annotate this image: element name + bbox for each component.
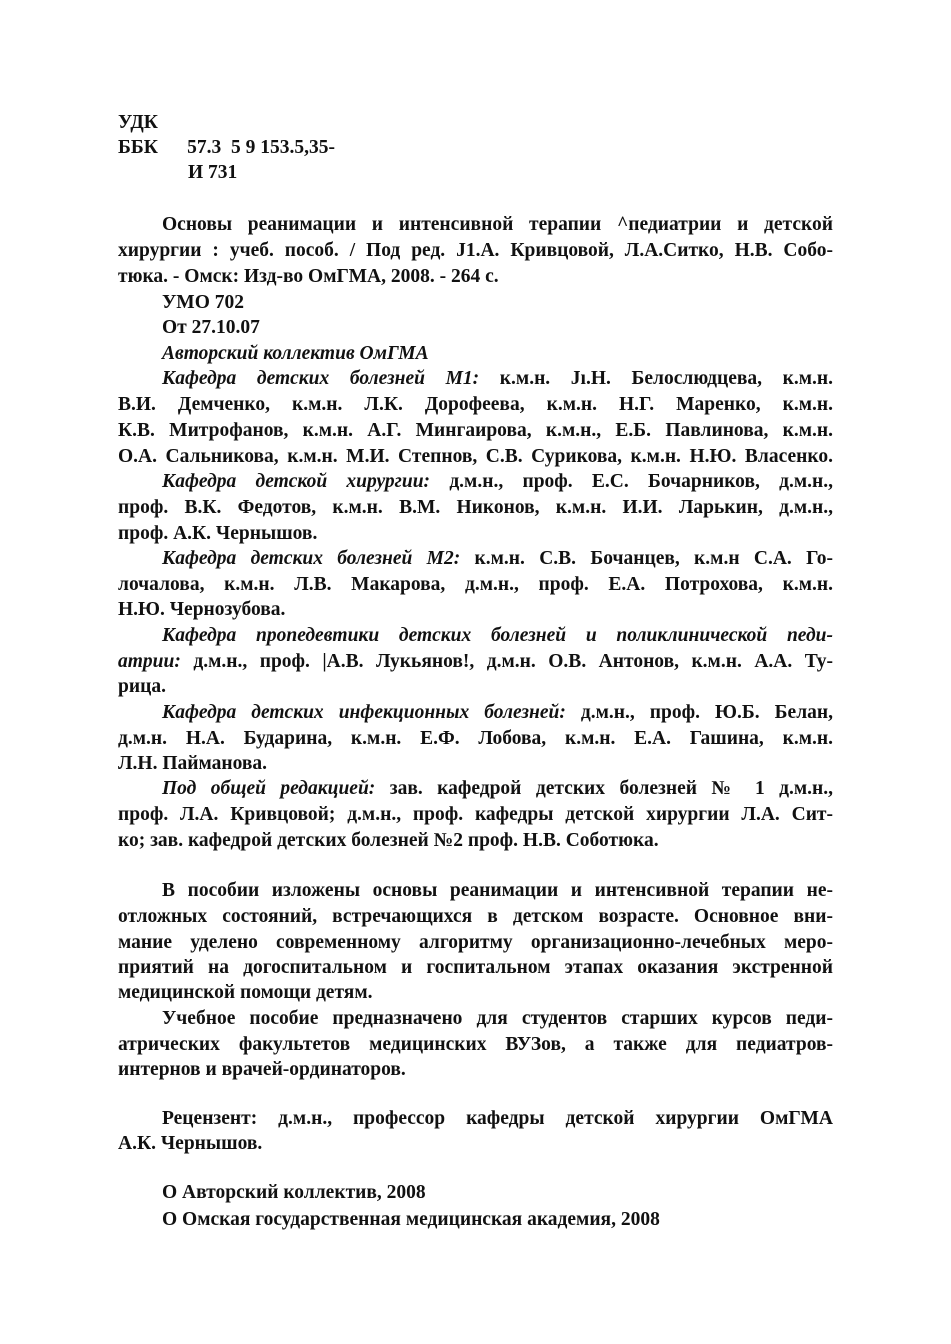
dept5-line: Л.Н. Пайманова. [118,753,268,774]
dept4-name-end: атрии: [118,651,181,672]
dept1-line: В.И. Демченко, к.м.н. Л.К. Дорофеева, к.м.н. Н.Г. Маренко, к.м.н. [118,394,833,415]
copyright-authors: О Авторский коллектив, 2008 [162,1182,426,1203]
abstract-line: атрических факультетов медицинских ВУЗов, а также для педиатров- [118,1034,833,1055]
udk-label: УДК [118,112,158,133]
dept3-line: Кафедра детских болезней М2: к.м.н. С.В. Бочанцев, к.м.н С.А. Го- [162,548,834,569]
dept3-name: Кафедра детских болезней М2: [162,548,461,569]
dept4-line: рица. [118,676,166,697]
abstract-line: медицинской помощи детям. [118,982,373,1003]
editors-heading: Под общей редакцией: [162,778,376,799]
umo-number: УМО 702 [162,292,245,313]
dept3-line: лочалова, к.м.н. Л.В. Макарова, д.м.н., проф. Е.А. Потрохова, к.м.н. [118,574,833,595]
bbk-code: И 731 [188,162,238,183]
dept2-line: Кафедра детской хирургии: д.м.н., проф. Е.С. Бочарников, д.м.н., [162,471,833,492]
reviewer-line: А.К. Чернышов. [118,1133,263,1154]
dept2-name: Кафедра детской хирургии: [162,471,431,492]
copyright-academy: О Омская государственная медицинская академия, 2008 [162,1209,660,1230]
dept4-name: Кафедра пропедевтики детских болезней и поликлинической педи- [162,625,833,646]
dept3-line: Н.Ю. Чернозубова. [118,599,286,620]
biblio-line: Основы реанимации и интенсивной терапии ^педиатрии и детской [162,214,833,235]
abstract-line: В пособии изложены основы реанимации и интенсивной терапии не- [162,880,833,901]
abstract-line: приятий на догоспитальном и госпитальном этапах оказания экстренной [118,957,833,978]
abstract-line: Учебное пособие предназначено для студентов старших курсов педи- [162,1008,833,1029]
biblio-line: тюка. - Омск: Изд-во ОмГМА, 2008. - 264 с. [118,266,499,287]
bbk-line: ББК 57.3 5 9 153.5,35- [118,137,336,158]
abstract-line: мание уделено современному алгоритму организационно-лечебных меро- [118,932,833,953]
dept5-name: Кафедра детских инфекционных болезней: [162,702,566,723]
editors-line: Под общей редакцией: зав. кафедрой детских болезней № 1 д.м.н., [162,778,834,799]
dept4-line: атрии: д.м.н., проф. |А.В. Лукьянов!, д.м.н. О.В. Антонов, к.м.н. А.А. Ту- [118,651,833,672]
dept5-line: Кафедра детских инфекционных болезней: д.м.н., проф. Ю.Б. Белан, [162,702,834,723]
dept5-line: д.м.н. Н.А. Бударина, к.м.н. Е.Ф. Лобова, к.м.н. Е.А. Гашина, к.м.н. [118,728,833,749]
dept2-line: проф. В.К. Федотов, к.м.н. В.М. Никонов, к.м.н. И.И. Ларькин, д.м.н., [118,497,833,518]
dept1-line: Кафедра детских болезней М1: к.м.н. Jı.Н. Белослюдцева, к.м.н. [162,368,834,389]
abstract-line: отложных состояний, встречающихся в детском возрасте. Основное вни- [118,906,833,927]
dept1-line: О.А. Сальникова, к.м.н. М.И. Степнов, С.В. Сурикова, к.м.н. Н.Ю. Власенко. [118,446,833,467]
biblio-line: хирургии : учеб. пособ. / Под ред. J1.А. Кривцовой, Л.А.Ситко, Н.В. Собо- [118,240,833,261]
reviewer-line: Рецензент: д.м.н., профессор кафедры детской хирургии ОмГМА [162,1108,833,1129]
authors-heading: Авторский коллектив ОмГМА [162,343,429,364]
abstract-line: интернов и врачей-ординаторов. [118,1059,406,1080]
dept1-name: Кафедра детских болезней М1: [162,368,480,389]
umo-date: От 27.10.07 [162,317,260,338]
editors-line: проф. Л.А. Кривцовой; д.м.н., проф. кафедры детской хирургии Л.А. Сит- [118,804,833,825]
dept2-line: проф. А.К. Чернышов. [118,523,318,544]
editors-line: ко; зав. кафедрой детских болезней №2 проф. Н.В. Соботюка. [118,830,659,851]
dept1-line: К.В. Митрофанов, к.м.н. А.Г. Мингаирова, к.м.н., Е.Б. Павлинова, к.м.н. [118,420,833,441]
